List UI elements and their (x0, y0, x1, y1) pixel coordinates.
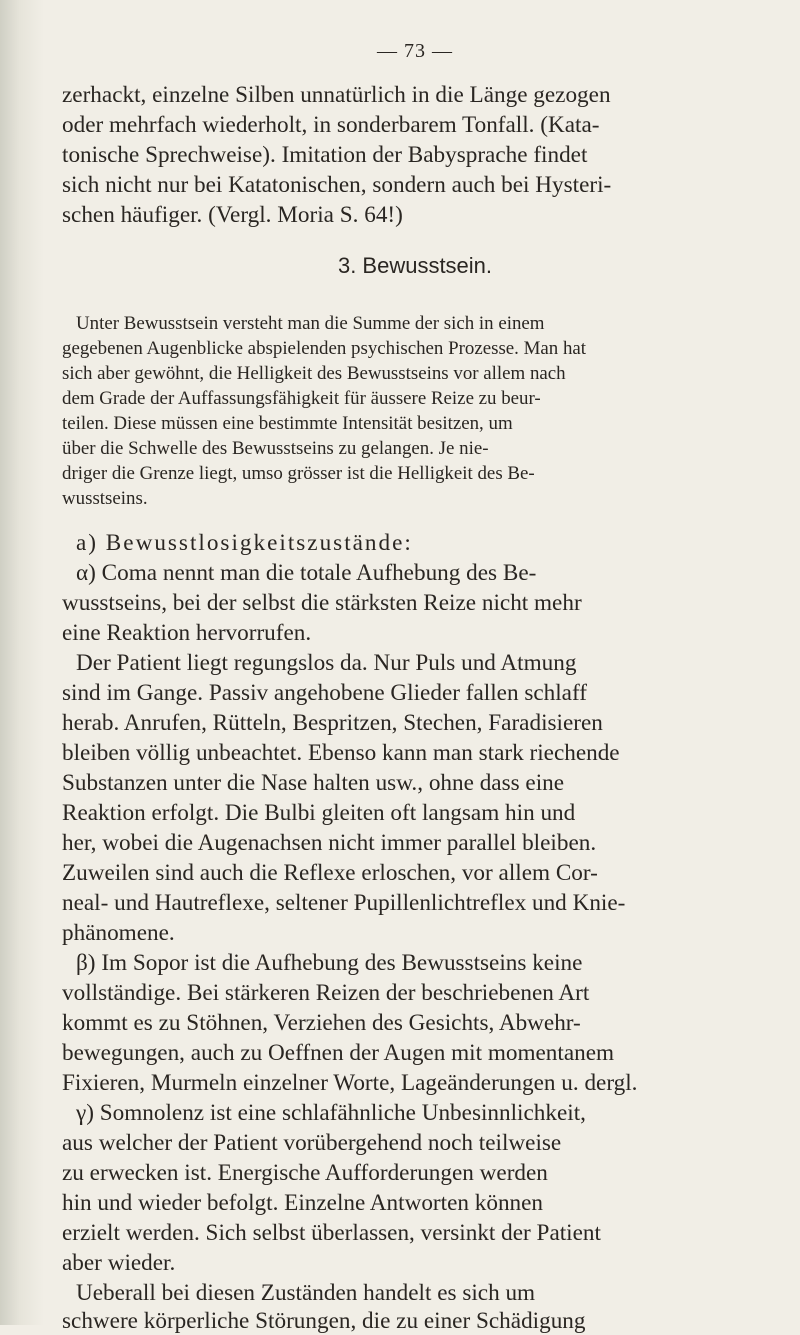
text-line: gegebenen Augenblicke abspielenden psychischen Prozesse. Man hat (62, 338, 587, 359)
text-line: Fixieren, Murmeln einzelner Worte, Lageänderungen u. dergl. (62, 1070, 638, 1096)
text-line: schwere körperliche Störungen, die zu einer Schädigung (62, 1308, 586, 1334)
text-line: vollständige. Bei stärkeren Reizen der beschriebenen Art (62, 980, 590, 1006)
text-line: Zuweilen sind auch die Reflexe erloschen, vor allem Cor- (62, 860, 598, 886)
text-line: sich nicht nur bei Katatonischen, sondern auch bei Hysteri- (62, 172, 612, 198)
page-edge-shadow (0, 0, 44, 1325)
text-line: über die Schwelle des Bewusstseins zu gelangen. Je nie- (62, 438, 489, 459)
text-line: teilen. Diese müssen eine bestimmte Intensität besitzen, um (62, 413, 513, 434)
text-line: herab. Anrufen, Rütteln, Bespritzen, Stechen, Faradisieren (62, 710, 603, 736)
text-line: bleiben völlig unbeachtet. Ebenso kann man stark riechende (62, 740, 620, 766)
text-line: tonische Sprechweise). Imitation der Babysprache findet (62, 142, 588, 168)
text-line: Ueberall bei diesen Zuständen handelt es sich um (76, 1280, 536, 1306)
text-line: kommt es zu Stöhnen, Verziehen des Gesichts, Abwehr- (62, 1010, 581, 1036)
text-line: Der Patient liegt regungslos da. Nur Puls und Atmung (76, 650, 577, 676)
text-line: wusstseins. (62, 488, 148, 509)
text-line: neal- und Hautreflexe, seltener Pupillenlichtreflex und Knie- (62, 890, 626, 916)
text-line: Reaktion erfolgt. Die Bulbi gleiten oft langsam hin und (62, 800, 576, 826)
text-line: wusstseins, bei der selbst die stärksten Reize nicht mehr (62, 590, 582, 616)
text-line: aus welcher der Patient vorübergehend noch teilweise (62, 1130, 562, 1156)
section-heading: 3. Bewusstsein. (337, 253, 493, 278)
text-line: bewegungen, auch zu Oeffnen der Augen mit momentanem (62, 1040, 615, 1066)
text-line: oder mehrfach wiederholt, in sonderbarem Tonfall. (Kata- (62, 112, 600, 138)
text-line: α) Coma nennt man die totale Aufhebung des Be- (76, 560, 537, 586)
text-line: sich aber gewöhnt, die Helligkeit des Bewusstseins vor allem nach (62, 363, 566, 384)
book-page (62, 0, 768, 1334)
text-line: aber wieder. (62, 1250, 176, 1276)
text-line: sind im Gange. Passiv angehobene Glieder fallen schlaff (62, 680, 588, 706)
text-line: driger die Grenze liegt, umso grösser ist die Helligkeit des Be- (62, 463, 535, 484)
text-line: schen häufiger. (Vergl. Moria S. 64!) (62, 202, 403, 228)
text-line: Unter Bewusstsein versteht man die Summe der sich in einem (76, 313, 545, 334)
text-line: zerhackt, einzelne Silben unnatürlich in die Länge gezogen (62, 82, 611, 108)
subsection-heading: a) Bewusstlosigkeitszustände: (76, 530, 413, 556)
text-line: phänomene. (62, 920, 175, 946)
text-line: γ) Somnolenz ist eine schlafähnliche Unbesinnlichkeit, (76, 1100, 586, 1126)
text-line: zu erwecken ist. Energische Aufforderungen werden (62, 1160, 548, 1186)
text-line: hin und wieder befolgt. Einzelne Antworten können (62, 1190, 544, 1216)
page-number: — 73 — (377, 40, 453, 62)
text-line: β) Im Sopor ist die Aufhebung des Bewusstseins keine (76, 950, 583, 976)
text-line: Substanzen unter die Nase halten usw., ohne dass eine (62, 770, 565, 796)
text-line: dem Grade der Auffassungsfähigkeit für äussere Reize zu beur- (62, 388, 541, 409)
text-line: eine Reaktion hervorrufen. (62, 620, 312, 646)
text-line: her, wobei die Augenachsen nicht immer parallel bleiben. (62, 830, 597, 856)
text-line: erzielt werden. Sich selbst überlassen, versinkt der Patient (62, 1220, 601, 1246)
